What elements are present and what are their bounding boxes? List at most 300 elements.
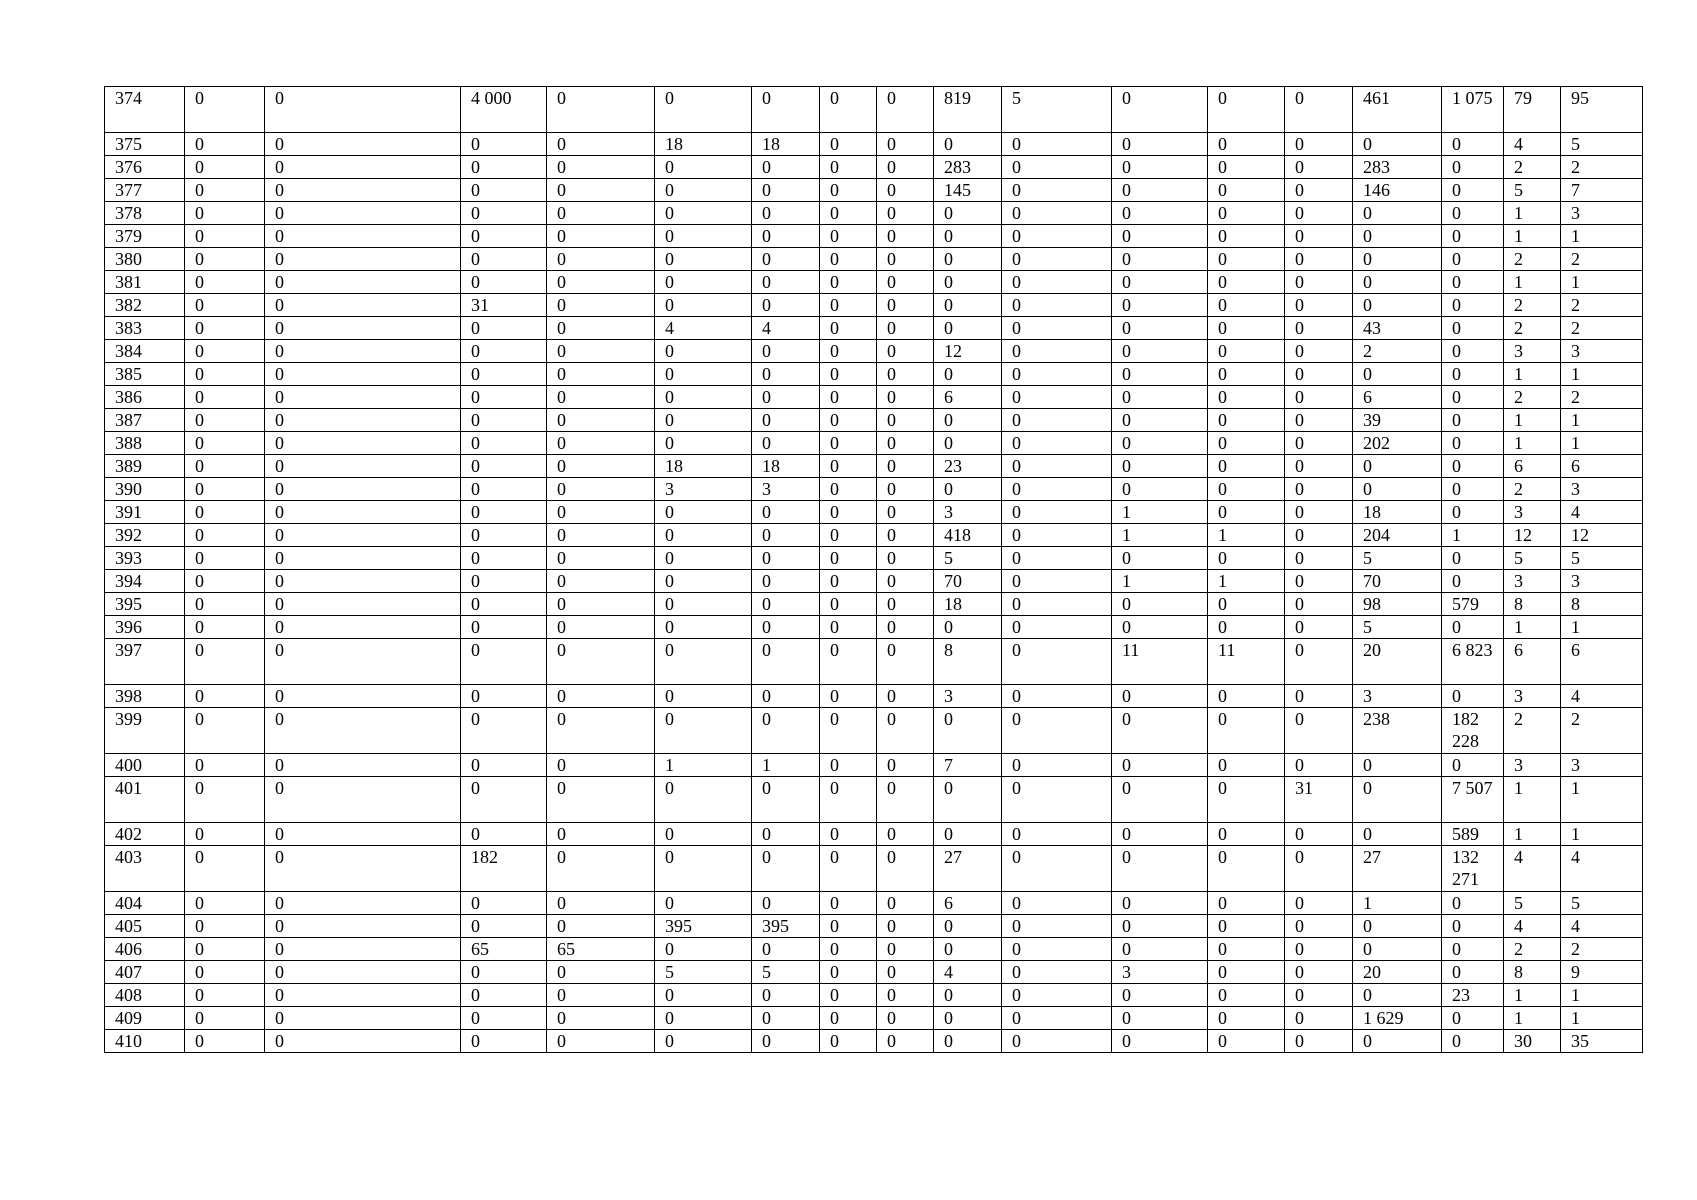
table-cell: 2 [1504,386,1561,409]
table-cell: 0 [1285,616,1353,639]
table-cell: 7 [1561,179,1643,202]
table-cell: 0 [877,961,934,984]
table-cell: 1 075 [1442,87,1504,133]
row-id-cell: 385 [105,363,185,386]
table-cell: 0 [1112,685,1208,708]
table-cell: 0 [877,248,934,271]
table-cell: 0 [1353,133,1442,156]
table-cell: 3 [1353,685,1442,708]
table-row [105,777,1643,823]
table-cell: 0 [1002,455,1112,478]
table-row [105,248,1643,271]
table-cell: 0 [752,248,820,271]
table-cell: 0 [934,225,1002,248]
table-cell: 0 [1442,386,1504,409]
table-cell: 0 [1442,915,1504,938]
table-cell: 95 [1561,87,1643,133]
table-cell: 98 [1353,593,1442,616]
table-cell: 202 [1353,432,1442,455]
table-cell: 0 [1208,938,1285,961]
table-cell: 0 [1285,317,1353,340]
table-cell: 0 [547,685,655,708]
table-cell: 0 [547,846,655,892]
table-cell: 0 [655,363,752,386]
table-cell: 2 [1504,156,1561,179]
table-cell: 0 [877,938,934,961]
table-cell: 0 [1208,202,1285,225]
row-id-cell: 402 [105,823,185,846]
table-cell: 0 [265,271,461,294]
table-cell: 6 [1504,455,1561,478]
table-cell: 0 [1208,294,1285,317]
table-cell: 0 [265,961,461,984]
table-cell: 0 [1002,823,1112,846]
table-cell: 3 [1112,961,1208,984]
table-cell: 1 [1504,823,1561,846]
table-cell: 0 [1442,271,1504,294]
table-cell: 0 [461,685,547,708]
table-cell: 2 [1561,317,1643,340]
table-cell: 0 [1002,294,1112,317]
table-cell: 0 [1208,823,1285,846]
table-cell: 0 [1285,501,1353,524]
table-cell: 0 [1442,501,1504,524]
table-cell: 1 [1561,432,1643,455]
table-cell: 0 [877,340,934,363]
table-row [105,547,1643,570]
table-cell: 0 [1112,340,1208,363]
row-id-cell: 391 [105,501,185,524]
table-cell: 461 [1353,87,1442,133]
table-cell: 0 [752,432,820,455]
table-cell: 0 [1002,547,1112,570]
table-cell: 1 [1112,524,1208,547]
table-cell: 1 [1112,501,1208,524]
table-cell: 0 [1285,87,1353,133]
table-cell: 0 [1442,432,1504,455]
table-cell: 5 [1504,547,1561,570]
table-row [105,409,1643,432]
table-row [105,1030,1643,1053]
table-cell: 0 [1208,501,1285,524]
table-cell: 0 [461,570,547,593]
table-cell: 0 [934,363,1002,386]
table-cell: 18 [934,593,1002,616]
table-cell: 0 [934,294,1002,317]
table-cell: 0 [820,248,877,271]
table-cell: 0 [820,409,877,432]
table-cell: 12 [934,340,1002,363]
table-cell: 0 [877,639,934,685]
table-cell: 3 [1504,685,1561,708]
table-cell: 0 [752,938,820,961]
row-id-cell: 406 [105,938,185,961]
table-cell: 0 [185,777,265,823]
table-cell: 0 [1002,501,1112,524]
table-cell: 0 [655,294,752,317]
table-cell: 0 [1353,915,1442,938]
table-cell: 0 [1112,179,1208,202]
table-cell: 0 [1208,432,1285,455]
table-cell: 0 [265,593,461,616]
table-cell: 6 [934,892,1002,915]
table-cell: 5 [1504,892,1561,915]
table-cell: 0 [461,179,547,202]
table-cell: 0 [1442,363,1504,386]
table-cell: 0 [655,846,752,892]
table-row [105,570,1643,593]
table-cell: 0 [185,846,265,892]
table-row [105,202,1643,225]
table-cell: 0 [1208,248,1285,271]
table-cell: 0 [820,87,877,133]
table-row [105,708,1643,754]
table-cell: 0 [1002,478,1112,501]
table-cell: 0 [265,248,461,271]
table-cell: 0 [185,892,265,915]
table-cell: 0 [655,340,752,363]
table-cell: 0 [1285,823,1353,846]
table-cell: 1 [1504,616,1561,639]
table-cell: 0 [185,225,265,248]
table-cell: 0 [265,363,461,386]
table-cell: 0 [934,432,1002,455]
table-cell: 0 [752,87,820,133]
table-cell: 31 [461,294,547,317]
table-cell: 0 [1442,754,1504,777]
table-cell: 0 [265,892,461,915]
table-row [105,156,1643,179]
table-cell: 0 [934,708,1002,754]
table-cell: 0 [655,386,752,409]
table-cell: 0 [547,294,655,317]
table-cell: 0 [461,386,547,409]
table-cell: 0 [752,524,820,547]
table-cell: 0 [1208,961,1285,984]
table-cell: 0 [1112,202,1208,225]
table-cell: 0 [461,317,547,340]
table-cell: 0 [877,892,934,915]
table-cell: 0 [820,271,877,294]
row-id-cell: 410 [105,1030,185,1053]
table-cell: 11 [1208,639,1285,685]
table-cell: 3 [1561,340,1643,363]
table-cell: 0 [185,616,265,639]
table-cell: 0 [1208,685,1285,708]
table-cell: 1 [1504,1007,1561,1030]
table-cell: 0 [1112,1007,1208,1030]
table-cell: 0 [265,501,461,524]
table-cell: 0 [461,409,547,432]
table-cell: 0 [877,1030,934,1053]
table-cell: 0 [1002,225,1112,248]
table-cell: 1 [1112,570,1208,593]
table-cell: 0 [1208,1007,1285,1030]
table-cell: 0 [185,639,265,685]
table-row [105,846,1643,892]
row-id-cell: 400 [105,754,185,777]
table-cell: 0 [265,524,461,547]
table-cell: 1 [1561,225,1643,248]
table-cell: 0 [877,271,934,294]
table-cell: 579 [1442,593,1504,616]
table-cell: 0 [820,1030,877,1053]
table-cell: 3 [1504,501,1561,524]
table-cell: 0 [752,1007,820,1030]
row-id-cell: 404 [105,892,185,915]
table-cell: 0 [1208,846,1285,892]
table-cell: 0 [547,984,655,1007]
row-id-cell: 380 [105,248,185,271]
table-cell: 0 [877,846,934,892]
table-cell: 0 [1208,455,1285,478]
table-cell: 0 [1002,777,1112,823]
table-body [105,87,1643,1053]
table-cell: 0 [265,455,461,478]
table-cell: 0 [1002,570,1112,593]
table-cell: 0 [265,1007,461,1030]
row-id-cell: 375 [105,133,185,156]
table-cell: 0 [1112,455,1208,478]
table-row [105,501,1643,524]
table-cell: 0 [1002,938,1112,961]
table-cell: 0 [752,271,820,294]
table-cell: 0 [877,409,934,432]
table-cell: 0 [752,225,820,248]
table-cell: 0 [1285,892,1353,915]
table-cell: 7 507 [1442,777,1504,823]
table-cell: 0 [877,984,934,1007]
table-cell: 2 [1504,478,1561,501]
table-cell: 0 [655,708,752,754]
table-cell: 0 [1353,294,1442,317]
table-cell: 0 [547,87,655,133]
table-cell: 18 [655,455,752,478]
row-id-cell: 388 [105,432,185,455]
table-cell: 0 [185,409,265,432]
row-id-cell: 384 [105,340,185,363]
table-cell: 0 [185,984,265,1007]
table-cell: 0 [877,317,934,340]
table-cell: 0 [752,501,820,524]
table-cell: 0 [1208,478,1285,501]
table-cell: 0 [752,892,820,915]
table-cell: 0 [1285,202,1353,225]
table-cell: 0 [877,225,934,248]
row-id-cell: 377 [105,179,185,202]
table-cell: 0 [752,708,820,754]
table-cell: 4 [752,317,820,340]
table-row [105,225,1643,248]
table-cell: 0 [877,294,934,317]
row-id-cell: 394 [105,570,185,593]
table-cell: 0 [265,225,461,248]
table-cell: 0 [1002,915,1112,938]
table-cell: 0 [934,915,1002,938]
table-cell: 0 [820,685,877,708]
table-cell: 5 [1353,616,1442,639]
table-cell: 0 [185,179,265,202]
table-cell: 0 [1112,593,1208,616]
table-cell: 1 [752,754,820,777]
table-cell: 0 [1112,915,1208,938]
table-cell: 0 [547,156,655,179]
table-cell: 0 [1285,225,1353,248]
table-cell: 0 [547,708,655,754]
table-cell: 0 [461,915,547,938]
table-cell: 0 [820,294,877,317]
table-cell: 0 [877,455,934,478]
table-cell: 0 [655,432,752,455]
table-cell: 0 [547,1030,655,1053]
table-cell: 0 [877,87,934,133]
table-cell: 4 [1561,846,1643,892]
table-cell: 0 [1353,363,1442,386]
table-cell: 0 [752,547,820,570]
table-cell: 0 [1208,87,1285,133]
table-cell: 0 [820,547,877,570]
table-cell: 0 [1208,133,1285,156]
table-cell: 0 [820,179,877,202]
table-cell: 0 [655,248,752,271]
table-cell: 35 [1561,1030,1643,1053]
table-cell: 0 [1112,478,1208,501]
table-row [105,386,1643,409]
table-cell: 70 [1353,570,1442,593]
table-cell: 0 [655,938,752,961]
table-cell: 8 [1504,593,1561,616]
table-cell: 0 [752,179,820,202]
table-cell: 2 [1561,708,1643,754]
table-cell: 3 [1561,570,1643,593]
table-cell: 0 [934,616,1002,639]
table-row [105,432,1643,455]
table-cell: 0 [1002,961,1112,984]
table-cell: 238 [1353,708,1442,754]
table-cell: 0 [1208,616,1285,639]
row-id-cell: 376 [105,156,185,179]
table-cell: 0 [877,478,934,501]
table-cell: 0 [547,501,655,524]
table-cell: 0 [1208,984,1285,1007]
table-cell: 18 [752,455,820,478]
table-cell: 31 [1285,777,1353,823]
table-cell: 0 [1002,846,1112,892]
table-cell: 0 [1442,156,1504,179]
table-cell: 0 [547,777,655,823]
table-cell: 1 [1504,225,1561,248]
table-cell: 0 [820,455,877,478]
table-cell: 1 [1353,892,1442,915]
table-cell: 0 [1112,248,1208,271]
row-id-cell: 405 [105,915,185,938]
table-cell: 0 [1112,1030,1208,1053]
table-cell: 0 [547,133,655,156]
table-cell: 0 [265,823,461,846]
table-cell: 0 [185,202,265,225]
table-cell: 0 [461,984,547,1007]
table-cell: 0 [1002,340,1112,363]
table-cell: 0 [265,915,461,938]
table-cell: 0 [1208,271,1285,294]
row-id-cell: 397 [105,639,185,685]
table-cell: 0 [185,915,265,938]
table-cell: 0 [877,754,934,777]
table-cell: 0 [1002,156,1112,179]
table-cell: 1 [1504,271,1561,294]
table-cell: 9 [1561,961,1643,984]
table-cell: 0 [547,639,655,685]
table-cell: 0 [655,1007,752,1030]
table-cell: 0 [547,524,655,547]
table-cell: 0 [1353,823,1442,846]
table-cell: 145 [934,179,1002,202]
row-id-cell: 378 [105,202,185,225]
table-cell: 0 [820,202,877,225]
table-cell: 0 [1112,984,1208,1007]
table-cell: 7 [934,754,1002,777]
table-cell: 418 [934,524,1002,547]
table-cell: 0 [461,708,547,754]
table-row [105,754,1643,777]
table-cell: 2 [1504,938,1561,961]
table-cell: 0 [547,478,655,501]
table-cell: 0 [185,363,265,386]
table-cell: 6 [1561,455,1643,478]
table-cell: 0 [265,754,461,777]
table-cell: 0 [1208,547,1285,570]
table-cell: 0 [1112,938,1208,961]
table-cell: 4 [1504,846,1561,892]
row-id-cell: 401 [105,777,185,823]
table-cell: 0 [655,409,752,432]
table-cell: 0 [655,87,752,133]
table-cell: 2 [1561,938,1643,961]
table-cell: 0 [820,961,877,984]
table-cell: 0 [877,708,934,754]
table-cell: 0 [1002,1030,1112,1053]
table-cell: 0 [265,133,461,156]
table-cell: 0 [1285,478,1353,501]
table-cell: 0 [265,777,461,823]
table-cell: 0 [1442,248,1504,271]
table-cell: 65 [547,938,655,961]
table-cell: 0 [1353,984,1442,1007]
table-cell: 0 [1285,294,1353,317]
table-cell: 0 [265,616,461,639]
table-cell: 0 [752,409,820,432]
table-cell: 0 [752,984,820,1007]
table-cell: 0 [1112,156,1208,179]
table-cell: 0 [820,501,877,524]
table-cell: 4 [655,317,752,340]
table-cell: 0 [1208,409,1285,432]
table-cell: 0 [1208,317,1285,340]
table-cell: 0 [934,823,1002,846]
table-cell: 0 [185,294,265,317]
table-row [105,938,1643,961]
table-cell: 0 [265,156,461,179]
table-row [105,317,1643,340]
table-cell: 0 [1002,524,1112,547]
table-cell: 2 [1504,317,1561,340]
table-cell: 0 [1002,754,1112,777]
table-cell: 0 [934,938,1002,961]
table-cell: 0 [1353,777,1442,823]
table-cell: 0 [752,1030,820,1053]
table-cell: 0 [752,340,820,363]
table-cell: 0 [1208,708,1285,754]
